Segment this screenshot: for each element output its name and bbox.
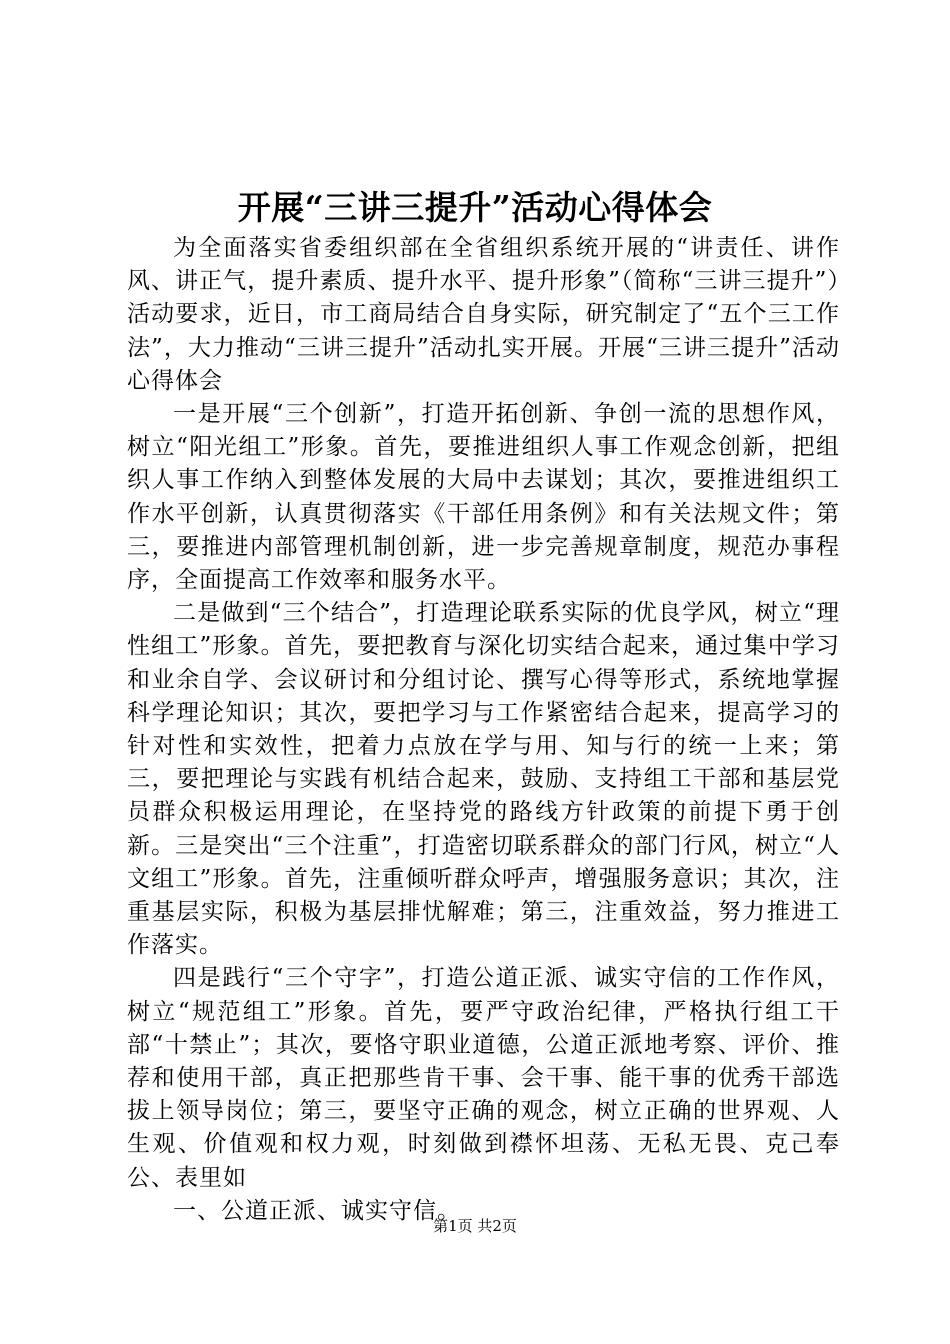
paragraph-point-two-three: 二是做到“三个结合”，打造理论联系实际的优良学风，树立“理性组工”形象。首先，要把教育与深化切实结合起来，通过集中学习和业余自学、会议研讨和分组讨论、撰写心得等形式，系统地掌握科学理论知识；其次，要把学习与工作紧密结合起来，提高学习的针对性和实效性，把着力点放在学与用、知与行的统一上来；第三，要把理论与实践有机结合起来，鼓励、支持组工干部和基层党员群众积极运用理论，在坚持党的路线方针政策的前提下勇于创新。三是突出“三个注重”，打造密切联系群众的部门行风，树立“人文组工”形象。首先，注重倾听群众呼声，增强服务意识；其次，注重基层实际，积极为基层排忧解难；第三，注重效益，努力推进工作落实。 xyxy=(127,600,840,959)
paragraph-point-four: 四是践行“三个守字”，打造公道正派、诚实守信的工作作风，树立“规范组工”形象。首先，要严守政治纪律，严格执行组工干部“十禁止”；其次，要恪守职业道德，公道正派地考察、评价、推荐和使用干部，真正把那些肯干事、会干事、能干事的优秀干部选拔上领导岗位；第三，要坚守正确的观念，树立正确的世界观、人生观、价值观和权力观，时刻做到襟怀坦荡、无私无畏、克己奉公、表里如 xyxy=(127,965,840,1191)
page-number-footer: 第1页 共2页 xyxy=(433,1217,517,1235)
paragraph-intro: 为全面落实省委组织部在全省组织系统开展的“讲责任、讲作风、讲正气，提升素质、提升水平、提升形象”（简称“三讲三提升”）活动要求，近日，市工商局结合自身实际，研究制定了“五个三工作法”，大力推动“三讲三提升”活动扎实开展。开展“三讲三提升”活动心得体会 xyxy=(127,235,840,394)
paragraph-point-one: 一是开展“三个创新”，打造开拓创新、争创一流的思想作风，树立“阳光组工”形象。首先，要推进组织人事工作观念创新，把组织人事工作纳入到整体发展的大局中去谋划；其次，要推进组织工作水平创新，认真贯彻落实《干部任用条例》和有关法规文件；第三，要推进内部管理机制创新，进一步完善规章制度，规范办事程序，全面提高工作效率和服务水平。 xyxy=(127,401,840,594)
document-body xyxy=(127,232,840,1228)
document-title: 开展“三讲三提升”活动心得体会 xyxy=(237,188,713,227)
section-heading: 一、公道正派、诚实守信。 xyxy=(173,1197,461,1224)
